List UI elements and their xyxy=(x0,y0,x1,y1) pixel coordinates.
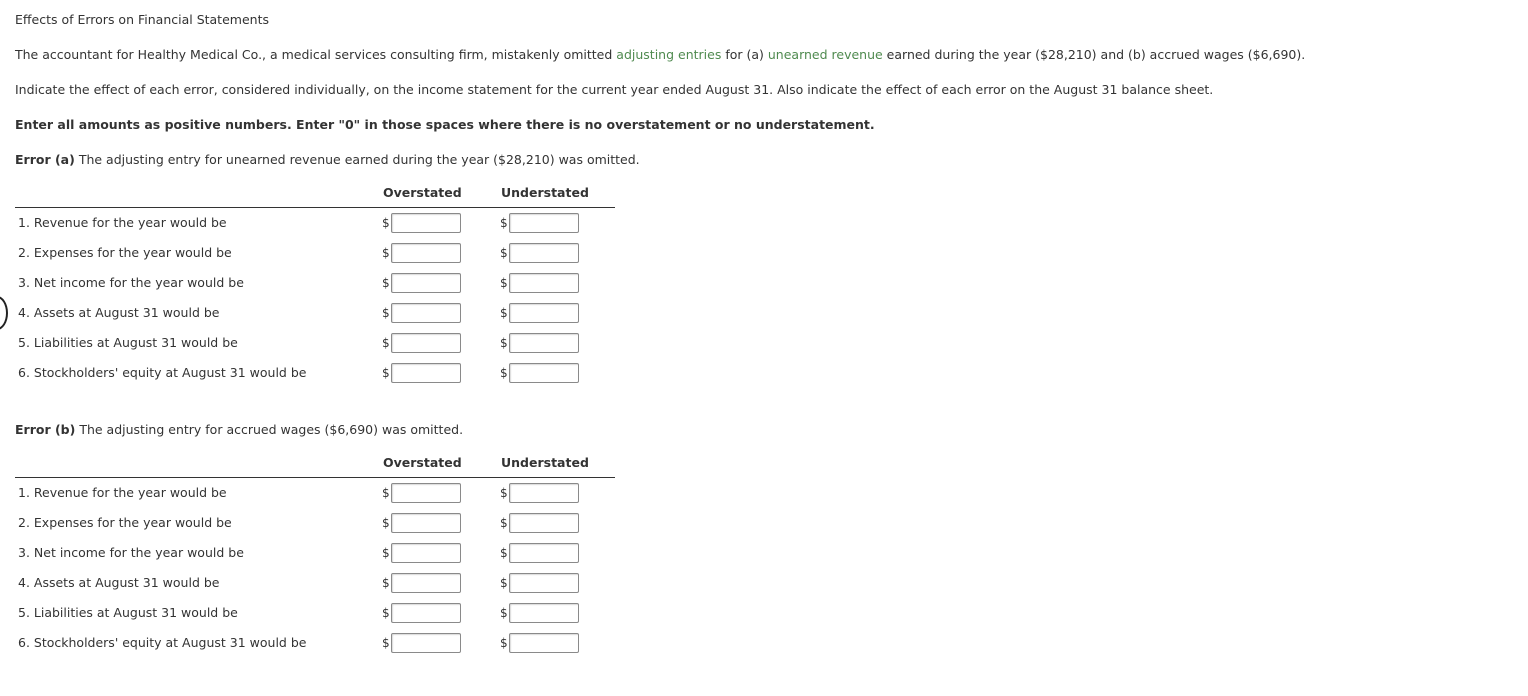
section-a-over-dollar-sign: $ xyxy=(382,306,390,320)
section-b-row-2-understated-input[interactable] xyxy=(509,513,579,533)
section-a-under-dollar-sign: $ xyxy=(500,216,508,230)
section-a-over-dollar-sign: $ xyxy=(382,246,390,260)
section-b-under-dollar-sign: $ xyxy=(500,606,508,620)
section-a-row-1-understated-input[interactable] xyxy=(509,213,579,233)
section-b-row-6-understated-input[interactable] xyxy=(509,633,579,653)
section-a-row-6-overstated-input[interactable] xyxy=(391,363,461,383)
section-b-row-label-6: 6. Stockholders' equity at August 31 would be xyxy=(18,635,307,650)
section-b-over-dollar-sign: $ xyxy=(382,636,390,650)
section-a-header-rule xyxy=(15,207,615,208)
section-a-row-label-4: 4. Assets at August 31 would be xyxy=(18,305,220,320)
section-b-col-understated: Understated xyxy=(501,455,589,470)
section-a-over-dollar-sign: $ xyxy=(382,366,390,380)
section-a-under-dollar-sign: $ xyxy=(500,366,508,380)
section-b-under-dollar-sign: $ xyxy=(500,576,508,590)
page-title: Effects of Errors on Financial Statements xyxy=(15,12,269,27)
intro-text-1: The accountant for Healthy Medical Co., a medical services consulting firm, mistakenly omitted xyxy=(15,47,617,62)
section-a-row-5-understated-input[interactable] xyxy=(509,333,579,353)
section-b-row-3-overstated-input[interactable] xyxy=(391,543,461,563)
section-a-under-dollar-sign: $ xyxy=(500,276,508,290)
section-a-row-label-1: 1. Revenue for the year would be xyxy=(18,215,227,230)
section-a-desc: The adjusting entry for unearned revenue earned during the year ($28,210) was omitted. xyxy=(74,152,640,167)
section-a-under-dollar-sign: $ xyxy=(500,246,508,260)
section-b-row-1-understated-input[interactable] xyxy=(509,483,579,503)
section-b-row-1-overstated-input[interactable] xyxy=(391,483,461,503)
section-b-row-5-understated-input[interactable] xyxy=(509,603,579,623)
section-b-under-dollar-sign: $ xyxy=(500,546,508,560)
section-b-row-label-2: 2. Expenses for the year would be xyxy=(18,515,232,530)
section-b-col-overstated: Overstated xyxy=(383,455,462,470)
instruction-text: Indicate the effect of each error, considered individually, on the income statement for the current year ended August 31. Also indicate the effect of each error on the August 31 balance sheet. xyxy=(15,82,1214,97)
section-b-row-label-3: 3. Net income for the year would be xyxy=(18,545,244,560)
section-b-header-rule xyxy=(15,477,615,478)
section-a-row-label-6: 6. Stockholders' equity at August 31 would be xyxy=(18,365,307,380)
section-b-under-dollar-sign: $ xyxy=(500,636,508,650)
section-b-row-label-5: 5. Liabilities at August 31 would be xyxy=(18,605,238,620)
section-a-row-4-overstated-input[interactable] xyxy=(391,303,461,323)
section-a-row-4-understated-input[interactable] xyxy=(509,303,579,323)
section-b-over-dollar-sign: $ xyxy=(382,516,390,530)
section-a-over-dollar-sign: $ xyxy=(382,276,390,290)
section-b-row-3-understated-input[interactable] xyxy=(509,543,579,563)
section-a-heading xyxy=(15,152,640,167)
section-a-under-dollar-sign: $ xyxy=(500,306,508,320)
section-b-over-dollar-sign: $ xyxy=(382,546,390,560)
section-a-row-5-overstated-input[interactable] xyxy=(391,333,461,353)
section-b-row-4-understated-input[interactable] xyxy=(509,573,579,593)
section-a-label: Error (a) xyxy=(15,152,75,167)
section-b-desc: The adjusting entry for accrued wages ($6,690) was omitted. xyxy=(75,422,464,437)
section-b-row-6-overstated-input[interactable] xyxy=(391,633,461,653)
section-b-over-dollar-sign: $ xyxy=(382,576,390,590)
section-a-row-label-5: 5. Liabilities at August 31 would be xyxy=(18,335,238,350)
section-b-label: Error (b) xyxy=(15,422,76,437)
section-b-heading xyxy=(15,422,463,437)
section-a-over-dollar-sign: $ xyxy=(382,336,390,350)
section-b-row-5-overstated-input[interactable] xyxy=(391,603,461,623)
section-a-row-label-3: 3. Net income for the year would be xyxy=(18,275,244,290)
entry-note: Enter all amounts as positive numbers. Enter "0" in those spaces where there is no overstatement or no understatement. xyxy=(15,117,875,132)
section-a-row-6-understated-input[interactable] xyxy=(509,363,579,383)
cursor-edge-arc xyxy=(0,296,8,330)
section-a-over-dollar-sign: $ xyxy=(382,216,390,230)
intro-text-2: for (a) xyxy=(721,47,768,62)
section-b-row-label-4: 4. Assets at August 31 would be xyxy=(18,575,220,590)
section-a-row-1-overstated-input[interactable] xyxy=(391,213,461,233)
section-a-row-2-understated-input[interactable] xyxy=(509,243,579,263)
section-a-row-2-overstated-input[interactable] xyxy=(391,243,461,263)
section-a-row-3-overstated-input[interactable] xyxy=(391,273,461,293)
section-b-over-dollar-sign: $ xyxy=(382,606,390,620)
term-unearned-revenue[interactable]: unearned revenue xyxy=(767,47,883,62)
section-b-under-dollar-sign: $ xyxy=(500,486,508,500)
section-a-col-overstated: Overstated xyxy=(383,185,462,200)
term-adjusting-entries[interactable]: adjusting entries xyxy=(616,47,722,62)
section-a-col-understated: Understated xyxy=(501,185,589,200)
section-a-row-label-2: 2. Expenses for the year would be xyxy=(18,245,232,260)
section-b-over-dollar-sign: $ xyxy=(382,486,390,500)
intro-paragraph xyxy=(15,47,1305,62)
section-b-row-label-1: 1. Revenue for the year would be xyxy=(18,485,227,500)
intro-text-3: earned during the year ($28,210) and (b) accrued wages ($6,690). xyxy=(882,47,1306,62)
section-b-row-4-overstated-input[interactable] xyxy=(391,573,461,593)
section-a-row-3-understated-input[interactable] xyxy=(509,273,579,293)
section-b-under-dollar-sign: $ xyxy=(500,516,508,530)
section-a-under-dollar-sign: $ xyxy=(500,336,508,350)
section-b-row-2-overstated-input[interactable] xyxy=(391,513,461,533)
